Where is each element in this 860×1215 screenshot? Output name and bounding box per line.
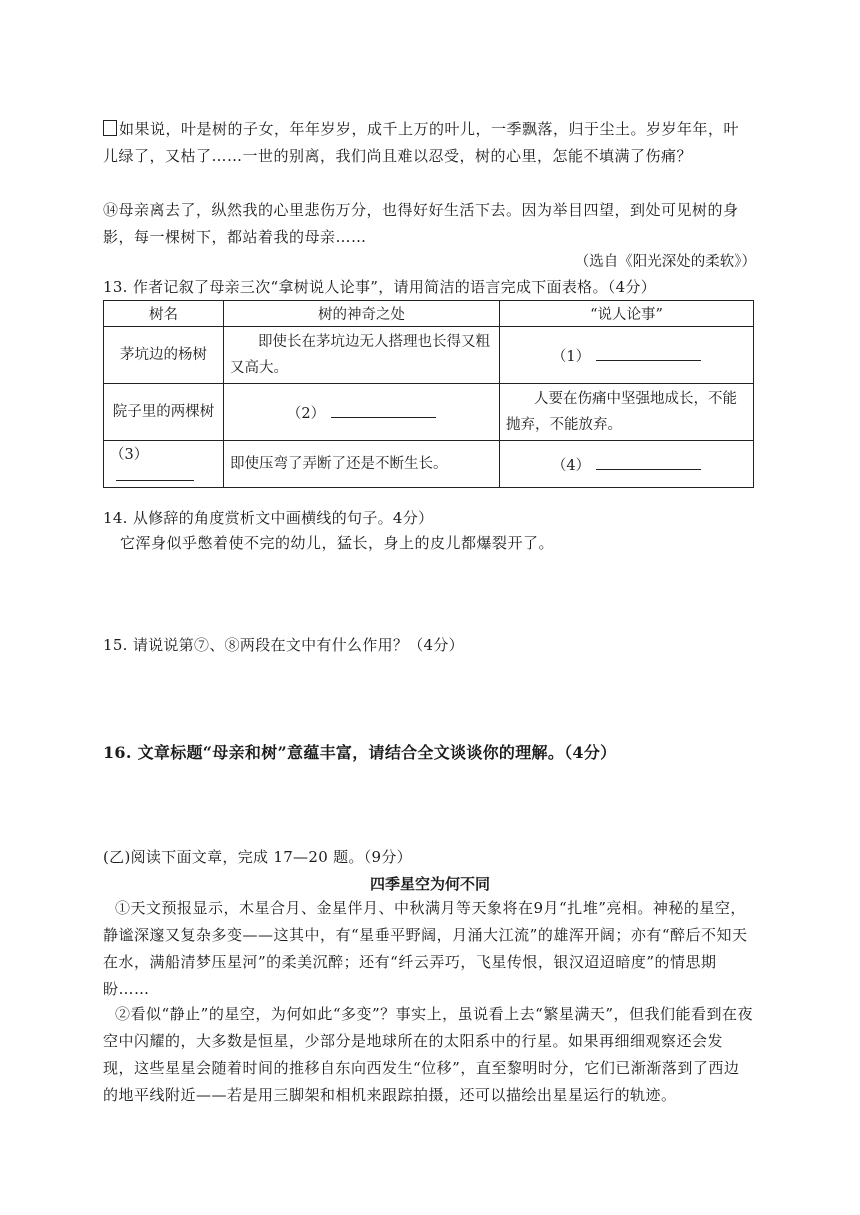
answer-blank-2[interactable] [331, 401, 436, 418]
article-title: 四季星空为何不同 [369, 875, 490, 893]
part-b-intro: (乙)阅读下面文章，完成 17—20 题。（9分） [103, 848, 412, 866]
passage-paragraph-13 [103, 116, 753, 170]
table-cell-wonder [224, 384, 500, 441]
table-header-wonder: 树的神奇之处 [224, 301, 500, 327]
blank-label: （3） [110, 447, 149, 463]
answer-blank-1[interactable] [596, 344, 701, 361]
question-14-prompt: 14. 从修辞的角度赏析文中画横线的句子。4分） [103, 509, 434, 527]
question-13-prompt: 13. 作者记叙了母亲三次“拿树说人论事”，请用简洁的语言完成下面表格。（4分） [103, 278, 657, 296]
passage-paragraph-14: ⑭母亲离去了，纵然我的心里悲伤万分，也得好好生活下去。因为举目四望，到处可见树的身影，每一棵树下，都站着我的母亲…… [103, 201, 739, 246]
table-row [104, 441, 754, 488]
table-row [104, 327, 754, 384]
blank-label: （1） [551, 349, 591, 365]
table-cell-name [104, 441, 224, 488]
answer-table [103, 300, 754, 488]
table-cell-name: 院子里的两棵树 [104, 384, 224, 441]
answer-blank-3[interactable] [116, 464, 194, 481]
question-16-prompt: 16. 文章标题“母亲和树”意蕴丰富，请结合全文谈谈你的理解。（4分） [103, 743, 617, 762]
table-header-row [104, 301, 754, 327]
table-cell-name: 茅坑边的杨树 [104, 327, 224, 384]
blank-label: （2） [286, 406, 326, 422]
table-cell-talk [500, 327, 754, 384]
table-cell-wonder: 即使长在茅坑边无人搭理也长得又粗又高大。 [224, 327, 500, 384]
table-header-tree-name: 树名 [104, 301, 224, 327]
table-cell-wonder: 即使压弯了弄断了还是不断生长。 [224, 441, 500, 488]
paragraph-13-text: 如果说，叶是树的子女，年年岁岁，成千上万的叶儿，一季飘落，归于尘土。岁岁年年，叶儿绿了，又枯了……一世的别离，我们尚且难以忍受，树的心里，怎能不填满了伤痛？ [103, 120, 740, 165]
question-15-prompt: 15. 请说说第⑦、⑧两段在文中有什么作用？（4分） [103, 636, 464, 654]
blank-label: （4） [551, 458, 591, 474]
table-cell-talk [500, 441, 754, 488]
answer-blank-4[interactable] [596, 453, 701, 470]
article-paragraph-2: ②看似“静止”的星空，为何如此“多变”？事实上，虽说看上去“繁星满天”，但我们能看到在夜空中闪耀的，大多数是恒星，少部分是地球所在的太阳系中的行星。如果再细细观察还会发现，这些星星会随着时间的推移自东向西发生“位移”，直至黎明时分，它们已渐渐落到了西边的地平线附近——若是用三脚架和相机来跟踪拍摄，还可以描绘出星星运行的轨迹。 [103, 1005, 754, 1104]
table-row [104, 384, 754, 441]
table-header-talk: “说人论事” [500, 301, 754, 327]
question-14-sentence: 它浑身似乎憋着使不完的幼儿，猛长，身上的皮儿都爆裂开了。 [120, 534, 555, 552]
table-cell-talk: 人要在伤痛中坚强地成长，不能抛弃，不能放弃。 [500, 384, 754, 441]
passage-source: （选自《阳光深处的柔软》） [574, 254, 756, 270]
paragraph-number-box [103, 120, 117, 136]
article-paragraph-1: ①天文预报显示，木星合月、金星伴月、中秋满月等天象将在9月“扎堆”亮相。神秘的星空，静谧深邃又复杂多变——这其中，有“星垂平野阔，月涌大江流”的雄浑开阔；亦有“醉后不知天在水，满船清梦压星河”的柔美沉醉；还有“纤云弄巧，飞星传恨，银汉迢迢暗度”的情思期盼…… [103, 899, 748, 998]
